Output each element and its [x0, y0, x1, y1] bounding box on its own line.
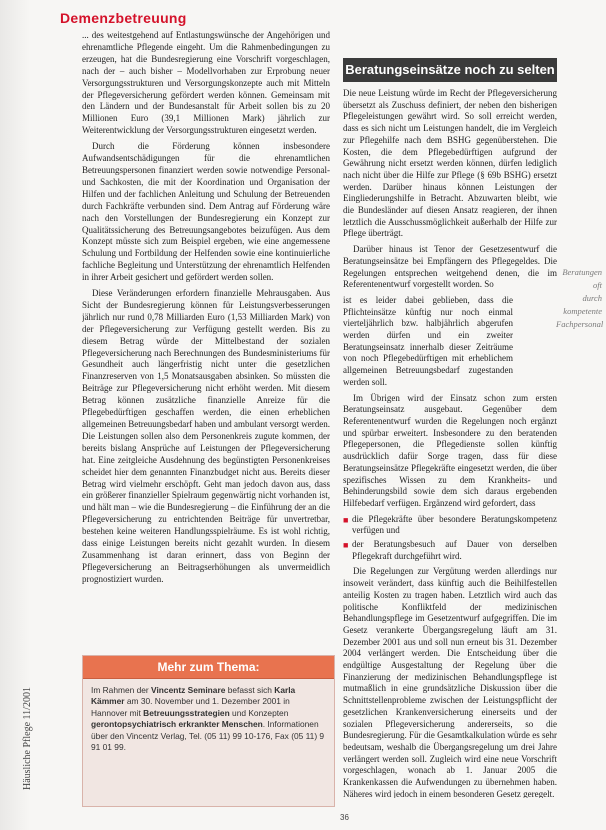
right-column-title: Beratungseinsätze noch zu selten	[343, 58, 557, 82]
more-info-text	[83, 679, 334, 759]
left-paragraph: Diese Veränderungen erfordern finanzielle Mehrausgaben. Aus Sicht der Bundesregierung können für Leistungsverbesserungen jährlich nur rund 0,78 Milliarden Euro (1,53 Milliarden Mark) von der Pflegeversicherung zur Verfügung gestellt werden. Bis zu diesem Betrag würde der Mittelbestand der sozialen Pflegeversicherung nach Berechnungen des Bundesministeriums für Gesundheit auch längerfristig nicht unter die gesetzlichen Finanzreserven von 1,5 Monatsausgaben absinken. So müssten die Beiträge zur Pflegeversicherung nicht erhöht werden. Mit diesem Betrag können zusätzliche finanzielle Anreize für die Pflegebedürftigen geschaffen werden, die einen erheblichen allgemeinen Betreuungsbedarf haben und ambulant versorgt werden. Die Leistungen sollen also dem Personenkreis zugute kommen, der bereits bislang Ansprüche auf Leistungen der Pflegeversicherung hat. Eine zeitgleiche Ausdehnung des begünstigten Personenkreises scheidet hier dem genannten Finanzbudget nicht aus. Bereits dieser Betrag wird vielmehr erschöpft. Geht man jedoch davon aus, dass ein größerer finanzieller Spielraum gegenwärtig nicht vorhanden ist, und hält man – wie die Bundesregierung – die Einführung der an die Pflegeversicherung zu entrichtenden Beiträge für unvertretbar, bestehen keine weiteren Handlungsspielräume. Es ist wohl richtig, dass einige Leistungen bereits nicht gezahlt wurden. In diesem Zusammenhang ist daran erinnert, dass von Beginn der Pflegeversicherung an Beitragserhöhungen als unvermeidlich prognostiziert wurden.	[82, 288, 330, 584]
journal-issue-caption: Häusliche Pflege 11/2001	[22, 687, 33, 790]
pull-quote-line: kompetente	[563, 306, 602, 316]
left-paragraph: Durch die Förderung können insbesondere Aufwandsentschädigungen für die ehrenamtlichen Betreuungspersonen finanziert werden sowie notwendige Personal- und Sachkosten, die mit der Koordination und Organisation der Hilfen und der fachlichen Anleitung und Schulung der Betreuenden durch Fachkräfte verbunden sind. Dem Antrag auf Förderung wäre nach den Vorstellungen der Bundesregierung ein Konzept zur Qualitätssicherung des Betreuungsangebotes beizufügen. Aus dem Konzept müsste sich zum Beispiel ergeben, wie eine angemessene Schulung und Fortbildung der Helfenden sowie eine kontinuierliche fachliche Begleitung und Unterstützung der ehrenamtlich Helfenden in ihrer Arbeit gesichert und gefördert werden sollen.	[82, 141, 330, 283]
more-info-text-part: befasst sich	[225, 685, 275, 695]
more-info-text-part: am 30. November und 1. Dezember 2001 in Hannover mit	[91, 696, 290, 718]
speaker-name: Karla Kämmer	[91, 685, 296, 707]
topic-name: gerontopsychiatrisch erkrankter Menschen	[91, 719, 263, 730]
page-number: 36	[340, 813, 349, 822]
bullet-icon: ■	[343, 540, 349, 551]
list-item-text: der Beratungsbesuch auf Dauer von derselben Pflegekraft durchgeführt wird.	[352, 539, 557, 561]
seminar-name: Vincentz Seminare	[151, 685, 226, 695]
right-column	[343, 88, 557, 798]
right-paragraph: ist es leider dabei geblieben, dass die Pflichteinsätze künftig nur noch einmal vierteljährlich bzw. halbjährlich abgerufen werden dürfen und ein zweiter Beratungseinsatz innerhalb dieser Zeiträume von noch Pflegebedürftigen mit erheblichem allgemeinen Betreuungsbedarf zugestanden werden soll.	[343, 294, 513, 387]
left-column	[82, 30, 330, 650]
more-info-box	[82, 655, 335, 807]
more-info-text-part: . Informationen über den Vincentz Verlag, Tel. (05 11) 99 10-176, Fax (05 11) 9 91 01 99.	[91, 719, 325, 753]
more-info-text-part: Im Rahmen der	[91, 685, 152, 695]
pull-quote-line: Fachpersonal	[556, 319, 604, 329]
more-info-text-part: und Konzepten	[229, 707, 289, 718]
pull-quote	[556, 266, 602, 331]
right-paragraph: Die Regelungen zur Vergütung werden allerdings nur insoweit verändert, dass künftig auch die Beihilfestellen anteilig Kosten zu tragen haben. Letztlich wird auch das politische Konfliktfeld der medizinischen Behandlungspflege im Gesetzentwurf aufgegriffen. Die im Gesetz verankerte Übergangsregelung läuft am 31. Dezember 2001 aus und soll nun erneut bis 31. Dezember 2004 verlängert werden. Die Entscheidung über die endgültige Ausgestaltung der Regelung über die Finanzierung der medizinischen Behandlungspflege ist mutmaßlich in eine grundsätzliche Diskussion über die Schnittstellenprobleme zwischen der Leistungspflicht der gesetzlichen Krankenversicherung einerseits und der sozialen Pflegeversicherung andererseits, so die Bundesregierung. Für die Gesamtkalkulation würde es sehr bedeutsam, weshalb die Übergangsregelung um drei Jahre verlängert werden soll. Zugleich wird eine neue Vorschrift vorgeschlagen, wonach ab 1. Januar 2005 die Krankenkassen die Aufwendungen zu übernehmen haben. Näheres wird jedoch in einem besonderen Gesetz geregelt.	[343, 566, 557, 798]
more-info-title: Mehr zum Thema:	[83, 656, 334, 679]
pull-quote-line: Beratungen oft	[562, 267, 602, 290]
bullet-icon: ■	[343, 514, 349, 525]
pull-quote-line: durch	[582, 293, 602, 303]
right-paragraph: Im Übrigen wird der Einsatz schon zum ersten Beratungseinsatz ausgebaut. Gegenüber dem Referentenentwurf wurden die Regelungen noch ergänzt und spürbar erweitert. Insbesondere zu den beratenden Pflegepersonen, die Pflegedienste sollen künftig ausdrücklich dafür Sorge tragen, dass für diese Beratungseinsätze Pflegekräfte eingesetzt werden, die über spezifisches Wissen zu dem Krankheits- und Behinderungsbild sowie dem sich daraus ergebenden Hilfebedarf verfügen. Ergänzend wird gefordert, dass	[343, 392, 557, 508]
topic-name: Betreuungsstrategien	[143, 707, 230, 718]
list-item	[343, 539, 557, 562]
left-paragraph: ... des weitestgehend auf Entlastungswünsche der Angehörigen und ehrenamtliche Pflegende eingeht. Um die Rahmenbedingungen zu erzeugen, hat die Bundesregierung eine Vorschrift vorgeschlagen, nach der – auch bisher – Modellvorhaben zur Erprobung neuer Versorgungsstrukturen und Versorgungskonzepte auch mit Mitteln der Pflegeversicherung gefördert werden können. Gemeinsam mit den Ländern und der Bundesanstalt für Arbeit sollen bis zu 20 Millionen Euro (39,1 Millionen Mark) jährlich zur Weiterentwicklung der Versorgungsstrukturen eingesetzt werden.	[82, 30, 330, 136]
requirements-list	[343, 514, 557, 563]
list-item-text: die Pflegekräfte über besondere Beratungskompetenz verfügen und	[352, 513, 557, 536]
right-paragraph: Die neue Leistung würde im Recht der Pflegeversicherung übersetzt als Zuschuss definiert, der neben den bisherigen Pflegeleistungen gewährt wird. So soll erreicht werden, dass es sich nicht um Leistungen handelt, die im Vergleich zur Pflegehilfe nach dem BSHG gegenüberstehen. Die Kosten, die dem Pflegebedürftigen aufgrund der Gewährung nicht ersetzt werden können, dürfen lediglich nach nicht über die Hilfe zur Pflege (§ 69b BSHG) ersetzt werden. Darüber hinaus können Leistungen der Eingliederungshilfe in Betracht. Abzuwarten bleibt, wie die Bundesländer auf diesen Ansatz reagieren, der ihnen letztlich die Ausschussmöglichkeit außerhalb der Hilfe zur Pflege überträgt.	[343, 88, 557, 239]
section-header: Demenzbetreuung	[60, 10, 187, 26]
right-paragraph: Darüber hinaus ist Tenor der Gesetzesentwurf die Beratungseinsätze bei Empfängern des Pflegegeldes. Die Regelungen entsprechen weitgehend denen, die im Referentenentwurf vorgestellt worden. So	[343, 244, 557, 290]
list-item	[343, 514, 557, 537]
